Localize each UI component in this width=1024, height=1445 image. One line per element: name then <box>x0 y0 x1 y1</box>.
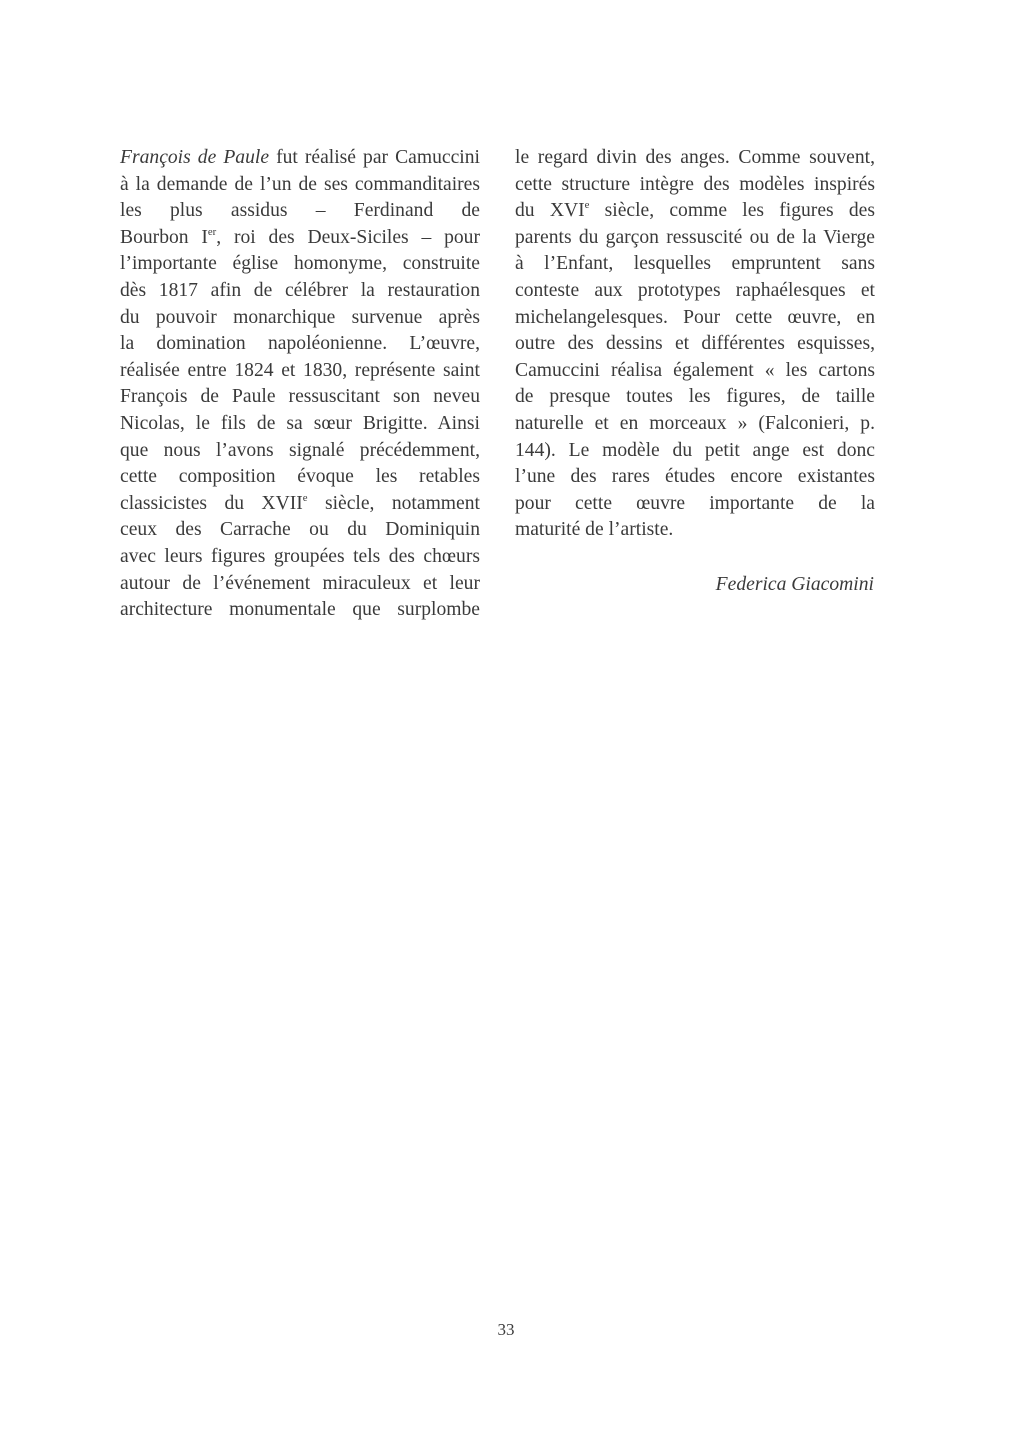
right-text-column <box>515 145 875 544</box>
text-line: François de Paule fut réalisé par Camuccini <box>120 147 480 168</box>
text-line: autour de l’événement miraculeux et leur <box>120 572 480 594</box>
text-line: à l’Enfant, lesquelles empruntent sans <box>515 253 875 275</box>
text-line: avec leurs figures groupées tels des chœurs <box>120 545 480 567</box>
text-line: cette structure intègre des modèles inspirés <box>515 173 875 195</box>
text-line: parents du garçon ressuscité ou de la Vierge <box>515 226 875 248</box>
text-line: Nicolas, le fils de sa sœur Brigitte. Ainsi <box>120 412 480 434</box>
left-text-column <box>120 145 480 624</box>
text-line: réalisée entre 1824 et 1830, représente saint <box>120 359 480 381</box>
text-line: maturité de l’artiste. <box>515 519 674 541</box>
text-line: que nous l’avons signalé précédemment, <box>120 439 480 461</box>
text-line: du pouvoir monarchique survenue après <box>120 306 480 328</box>
superscript: e <box>584 199 590 212</box>
text-line: classicistes du XVIIe siècle, notamment <box>120 491 480 514</box>
text-line: l’importante église homonyme, construite <box>120 253 480 275</box>
text-line: michelangelesques. Pour cette œuvre, en <box>515 306 875 328</box>
author-signature: Federica Giacomini <box>715 574 874 595</box>
text-line: l’une des rares études encore existantes <box>515 466 875 488</box>
text-line: dès 1817 afin de célébrer la restauration <box>120 279 480 301</box>
text-line: conteste aux prototypes raphaélesques et <box>515 279 875 301</box>
text-line: outre des dessins et différentes esquisses, <box>515 333 875 355</box>
text-line: François de Paule ressuscitant son neveu <box>120 386 480 408</box>
text-line: 144). Le modèle du petit ange est donc <box>515 439 875 461</box>
text-line: la domination napoléonienne. L’œuvre, <box>120 333 480 355</box>
page-number: 33 <box>497 1320 515 1339</box>
text-line: du XVIe siècle, comme les figures des <box>515 199 875 222</box>
text-line: à la demande de l’un de ses commanditaires <box>120 173 480 195</box>
superscript: e <box>302 491 308 504</box>
text-line: pour cette œuvre importante de la <box>515 492 875 514</box>
superscript: er <box>207 225 217 238</box>
text-line: cette composition évoque les retables <box>120 466 480 488</box>
text-line: naturelle et en morceaux » (Falconieri, p. <box>515 412 875 434</box>
text-line: architecture monumentale que surplombe <box>120 599 480 621</box>
text-line: le regard divin des anges. Comme souvent, <box>515 147 875 168</box>
text-line: les plus assidus – Ferdinand de <box>120 200 480 222</box>
text-line: Camuccini réalisa également « les cartons <box>515 359 875 381</box>
text-line: ceux des Carrache ou du Dominiquin <box>120 519 480 541</box>
artwork-title: François de Paule <box>120 147 270 168</box>
text-line: de presque toutes les figures, de taille <box>515 386 875 408</box>
text-line: Bourbon Ier, roi des Deux-Siciles – pour <box>120 225 480 248</box>
